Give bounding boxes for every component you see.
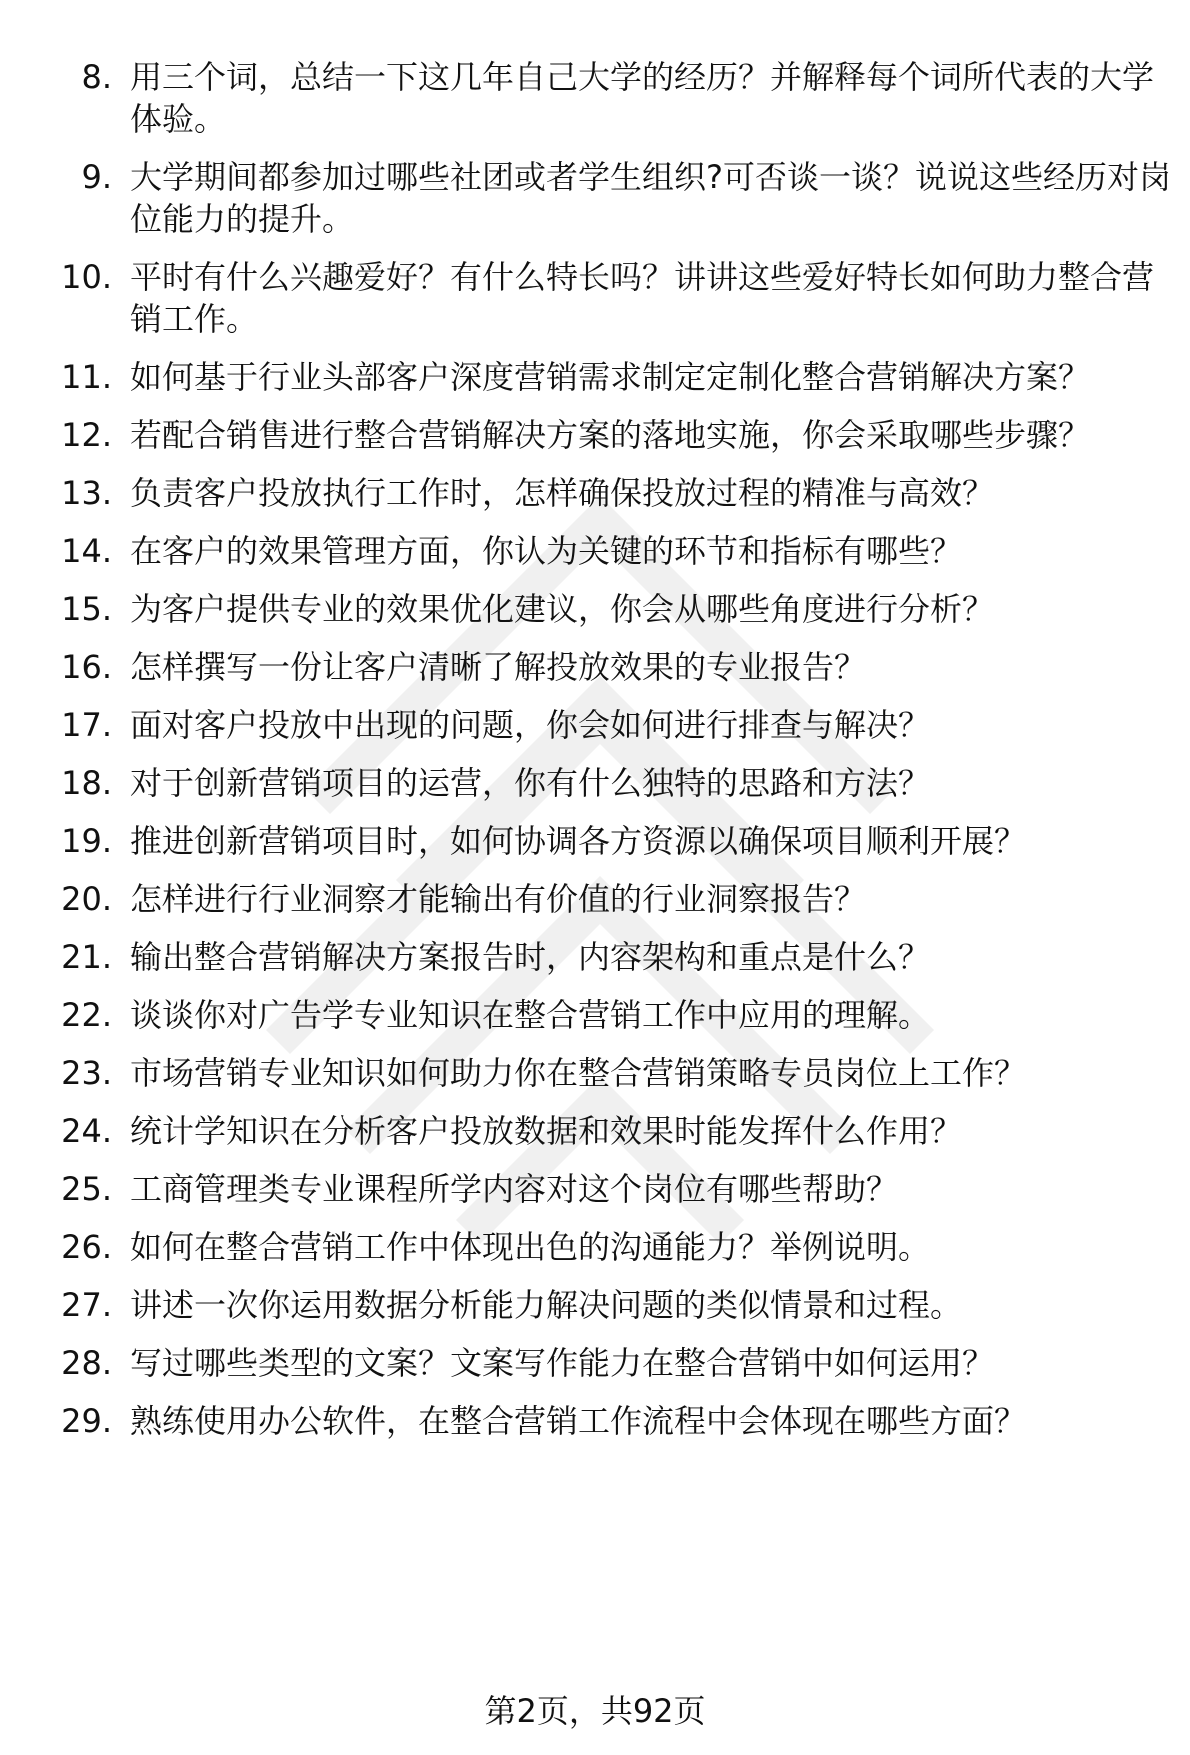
question-number: 26.: [61, 1228, 112, 1266]
question-text: 市场营销专业知识如何助力你在整合营销策略专员岗位上工作？: [130, 1054, 1027, 1092]
question-item: [0, 1400, 1190, 1442]
question-number: 15.: [61, 590, 112, 628]
question-item: [0, 820, 1190, 862]
question-text: 如何基于行业头部客户深度营销需求制定定制化整合营销解决方案？: [130, 358, 1091, 396]
question-item: [0, 56, 1190, 140]
question-text: 大学期间都参加过哪些社团或者学生组织?可否谈一谈？说说这些经历对岗位能力的提升。: [130, 158, 1171, 238]
question-text: 统计学知识在分析客户投放数据和效果时能发挥什么作用？: [130, 1112, 963, 1150]
question-text: 怎样进行行业洞察才能输出有价值的行业洞察报告？: [130, 880, 867, 918]
question-text: 讲述一次你运用数据分析能力解决问题的类似情景和过程。: [130, 1286, 963, 1324]
question-text: 用三个词，总结一下这几年自己大学的经历？并解释每个词所代表的大学体验。: [130, 58, 1155, 138]
page-footer: [0, 1690, 1190, 1732]
question-item: [0, 704, 1190, 746]
question-item: [0, 472, 1190, 514]
question-number: 23.: [61, 1054, 112, 1092]
question-number: 14.: [61, 532, 112, 570]
question-text: 如何在整合营销工作中体现出色的沟通能力？举例说明。: [130, 1228, 931, 1266]
question-item: [0, 356, 1190, 398]
question-number: 20.: [61, 880, 112, 918]
question-text: 为客户提供专业的效果优化建议，你会从哪些角度进行分析？: [130, 590, 995, 628]
question-item: [0, 762, 1190, 804]
question-text: 推进创新营销项目时，如何协调各方资源以确保项目顺利开展？: [130, 822, 1027, 860]
question-number: 8.: [81, 58, 112, 96]
question-number: 28.: [61, 1344, 112, 1382]
question-text: 负责客户投放执行工作时，怎样确保投放过程的精准与高效？: [130, 474, 995, 512]
question-item: [0, 530, 1190, 572]
question-number: 17.: [61, 706, 112, 744]
question-item: [0, 1342, 1190, 1384]
question-item: [0, 414, 1190, 456]
question-item: [0, 1226, 1190, 1268]
question-text: 对于创新营销项目的运营，你有什么独特的思路和方法？: [130, 764, 931, 802]
question-item: [0, 936, 1190, 978]
question-number: 10.: [61, 258, 112, 296]
question-number: 24.: [61, 1112, 112, 1150]
question-number: 22.: [61, 996, 112, 1034]
question-number: 11.: [61, 358, 112, 396]
question-text: 工商管理类专业课程所学内容对这个岗位有哪些帮助？: [130, 1170, 899, 1208]
question-item: [0, 156, 1190, 240]
question-number: 21.: [61, 938, 112, 976]
question-text: 若配合销售进行整合营销解决方案的落地实施，你会采取哪些步骤？: [130, 416, 1091, 454]
question-item: [0, 1052, 1190, 1094]
question-text: 熟练使用办公软件，在整合营销工作流程中会体现在哪些方面？: [130, 1402, 1027, 1440]
question-text: 平时有什么兴趣爱好？有什么特长吗？讲讲这些爱好特长如何助力整合营销工作。: [130, 258, 1155, 338]
question-number: 29.: [61, 1402, 112, 1440]
question-number: 16.: [61, 648, 112, 686]
question-item: [0, 1284, 1190, 1326]
question-number: 27.: [61, 1286, 112, 1324]
question-number: 25.: [61, 1170, 112, 1208]
question-text: 在客户的效果管理方面，你认为关键的环节和指标有哪些？: [130, 532, 963, 570]
question-item: [0, 994, 1190, 1036]
question-text: 谈谈你对广告学专业知识在整合营销工作中应用的理解。: [130, 996, 931, 1034]
question-item: [0, 646, 1190, 688]
question-number: 9.: [81, 158, 112, 196]
question-number: 13.: [61, 474, 112, 512]
question-item: [0, 1110, 1190, 1152]
question-text: 怎样撰写一份让客户清晰了解投放效果的专业报告？: [130, 648, 867, 686]
question-number: 12.: [61, 416, 112, 454]
question-item: [0, 256, 1190, 340]
question-text: 输出整合营销解决方案报告时，内容架构和重点是什么？: [130, 938, 931, 976]
question-text: 写过哪些类型的文案？文案写作能力在整合营销中如何运用？: [130, 1344, 995, 1382]
question-number: 18.: [61, 764, 112, 802]
question-item: [0, 878, 1190, 920]
question-number: 19.: [61, 822, 112, 860]
page-number-label: 第2页，共92页: [484, 1692, 706, 1730]
question-item: [0, 588, 1190, 630]
question-text: 面对客户投放中出现的问题，你会如何进行排查与解决？: [130, 706, 931, 744]
question-list: [0, 56, 1190, 1442]
question-item: [0, 1168, 1190, 1210]
